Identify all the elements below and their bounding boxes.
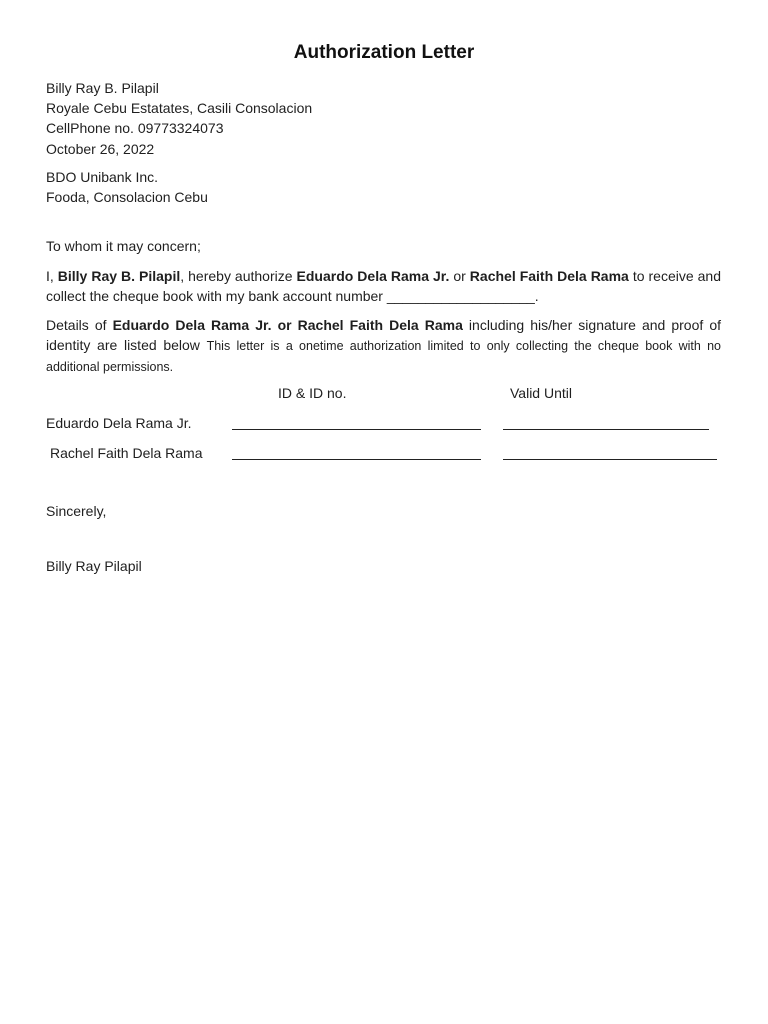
paragraph-text: including his/her signature and proof of identity are listed below	[46, 317, 721, 353]
row-name-rachel: Rachel Faith Dela Rama	[50, 445, 203, 461]
authorized-person-2: Rachel Faith Dela Rama	[469, 268, 629, 284]
letter-date: October 26, 2022	[46, 141, 155, 157]
valid-until-column-header: Valid Until	[510, 385, 572, 401]
signature-name: Billy Ray Pilapil	[46, 558, 142, 574]
paragraph-text: I,	[46, 268, 58, 284]
details-paragraph	[46, 315, 721, 377]
authorized-persons: Eduardo Dela Rama Jr. or Rachel Faith Dela Rama	[112, 317, 463, 333]
valid-until-blank-rachel[interactable]	[503, 459, 717, 460]
closing: Sincerely,	[46, 503, 107, 519]
id-column-header: ID & ID no.	[278, 385, 347, 401]
salutation: To whom it may concern;	[46, 238, 201, 254]
sender-address: Royale Cebu Estatates, Casili Consolacion	[46, 100, 313, 116]
grantor-name: Billy Ray B. Pilapil	[57, 268, 181, 284]
authorized-person-1: Eduardo Dela Rama Jr.	[296, 268, 450, 284]
recipient-address: Fooda, Consolacion Cebu	[46, 189, 208, 205]
paragraph-text: to receive and collect the cheque book with my bank account number ___________________.	[46, 268, 721, 304]
sender-phone: CellPhone no. 09773324073	[46, 120, 224, 136]
sender-name: Billy Ray B. Pilapil	[46, 80, 159, 96]
limitation-note: This letter is a onetime authorization limited to only collecting the cheque book with no additional permissions.	[46, 339, 721, 374]
recipient-name: BDO Unibank Inc.	[46, 169, 159, 185]
id-blank-rachel[interactable]	[232, 459, 481, 460]
valid-until-blank-eduardo[interactable]	[503, 429, 709, 430]
authorization-paragraph	[46, 266, 721, 306]
letter-title: Authorization Letter	[293, 42, 475, 63]
paragraph-text: or	[449, 268, 470, 284]
paragraph-text: Details of	[46, 317, 113, 333]
id-blank-eduardo[interactable]	[232, 429, 481, 430]
row-name-eduardo: Eduardo Dela Rama Jr.	[46, 415, 192, 431]
paragraph-text: , hereby authorize	[180, 268, 297, 284]
